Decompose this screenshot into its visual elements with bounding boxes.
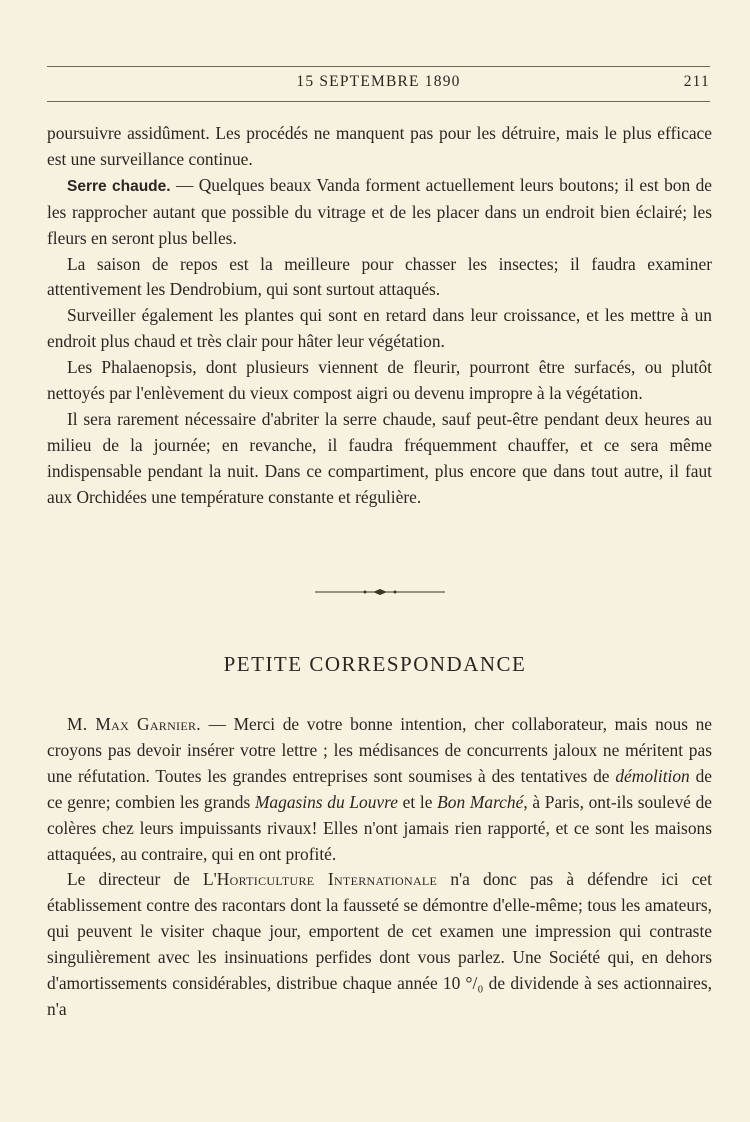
serre-chaude-text: — Quelques beaux Vanda forment actuellement leurs boutons; il est bon de les rapprocher autant que possible du vitrage et de les placer dans un endroit bien éclairé; les fleurs en seront plus belles.	[47, 174, 712, 248]
running-header	[47, 73, 710, 97]
paragraph-saison-repos: La saison de repos est la meilleure pour chasser les insectes; il faudra examiner attentivement les Dendrobium, qui sont surtout attaqués.	[47, 253, 712, 300]
paragraph-abriter: Il sera rarement nécessaire d'abriter la serre chaude, sauf peut-être pendant deux heures au milieu de la journée; en revanche, il faudra fréquemment chauffer, et ce sera même indispensable pendant la nuit. Dans ce compartiment, plus encore que dans tout autre, il faut aux Orchidées une température constante et régulière.	[47, 408, 712, 507]
header-date: 15 SEPTEMBRE 1890	[296, 73, 461, 90]
page-number: 211	[683, 73, 710, 90]
section-body-top	[47, 121, 712, 511]
section-title: PETITE CORRESPONDANCE	[223, 652, 527, 676]
journal-name: Horticulture Internationale	[216, 869, 438, 890]
paragraph-max-garnier: M. Max Garnier. — Merci de votre bonne intention, cher collaborateur, mais nous ne croyons pas devoir insérer votre lettre ; les médisances de concurrents jaloux ne méritent pas une réfutation. Toutes les grandes entreprises sont soumises à des tentatives de démolition de ce genre; combien les grands Magasins du Louvre et le Bon Marché, à Paris, ont-ils soulevé de colères chez leurs impuissants rivaux! Elles n'ont jamais rien rapporté, et ce sont les maisons attaquées, au contraire, qui en ont profité.	[47, 714, 713, 864]
emphasis-demolition: démolition	[615, 765, 690, 786]
paragraph-phalaenopsis: Les Phalaenopsis, dont plusieurs viennent de fleurir, pourront être surfacés, ou plutôt nettoyés par l'enlèvement du vieux compost aigri ou devenu impropre à la végétation.	[47, 357, 712, 404]
paragraph-directeur: Le directeur de L'Horticulture Internationale n'a donc pas à défendre ici cet établissement contre des racontars dont la fausseté se démontre d'elle-même; tous les amateurs, qui peuvent le visiter chaque jour, emportent de cet examen une impression qui contraste singulièrement avec les insinuations perfides dont vous parlez. Une Société qui, en dehors d'amortissements considérables, distribue chaque année 10 °/₀ de dividende à ses actionnaires, n'a	[47, 869, 712, 1019]
header-top-rule	[47, 66, 710, 67]
serre-chaude-heading: Serre chaude.	[67, 177, 171, 195]
emphasis-bon-marche: Bon Marché	[437, 791, 524, 812]
paragraph-continuation: poursuivre assidûment. Les procédés ne manquent pas pour les détruire, mais le plus efficace est une surveillance continue.	[47, 123, 712, 169]
emphasis-magasins-louvre: Magasins du Louvre	[254, 791, 398, 812]
addressee-name: M. Max Garnier.	[67, 714, 201, 734]
section-body-correspondance	[47, 712, 712, 1023]
section-divider-ornament	[315, 586, 445, 598]
header-bottom-rule	[47, 101, 710, 102]
paragraph-surveiller: Surveiller également les plantes qui sont en retard dans leur croissance, et les mettre à un endroit plus chaud et très clair pour hâter leur végétation.	[47, 305, 712, 352]
paragraph-serre-chaude	[47, 173, 712, 252]
